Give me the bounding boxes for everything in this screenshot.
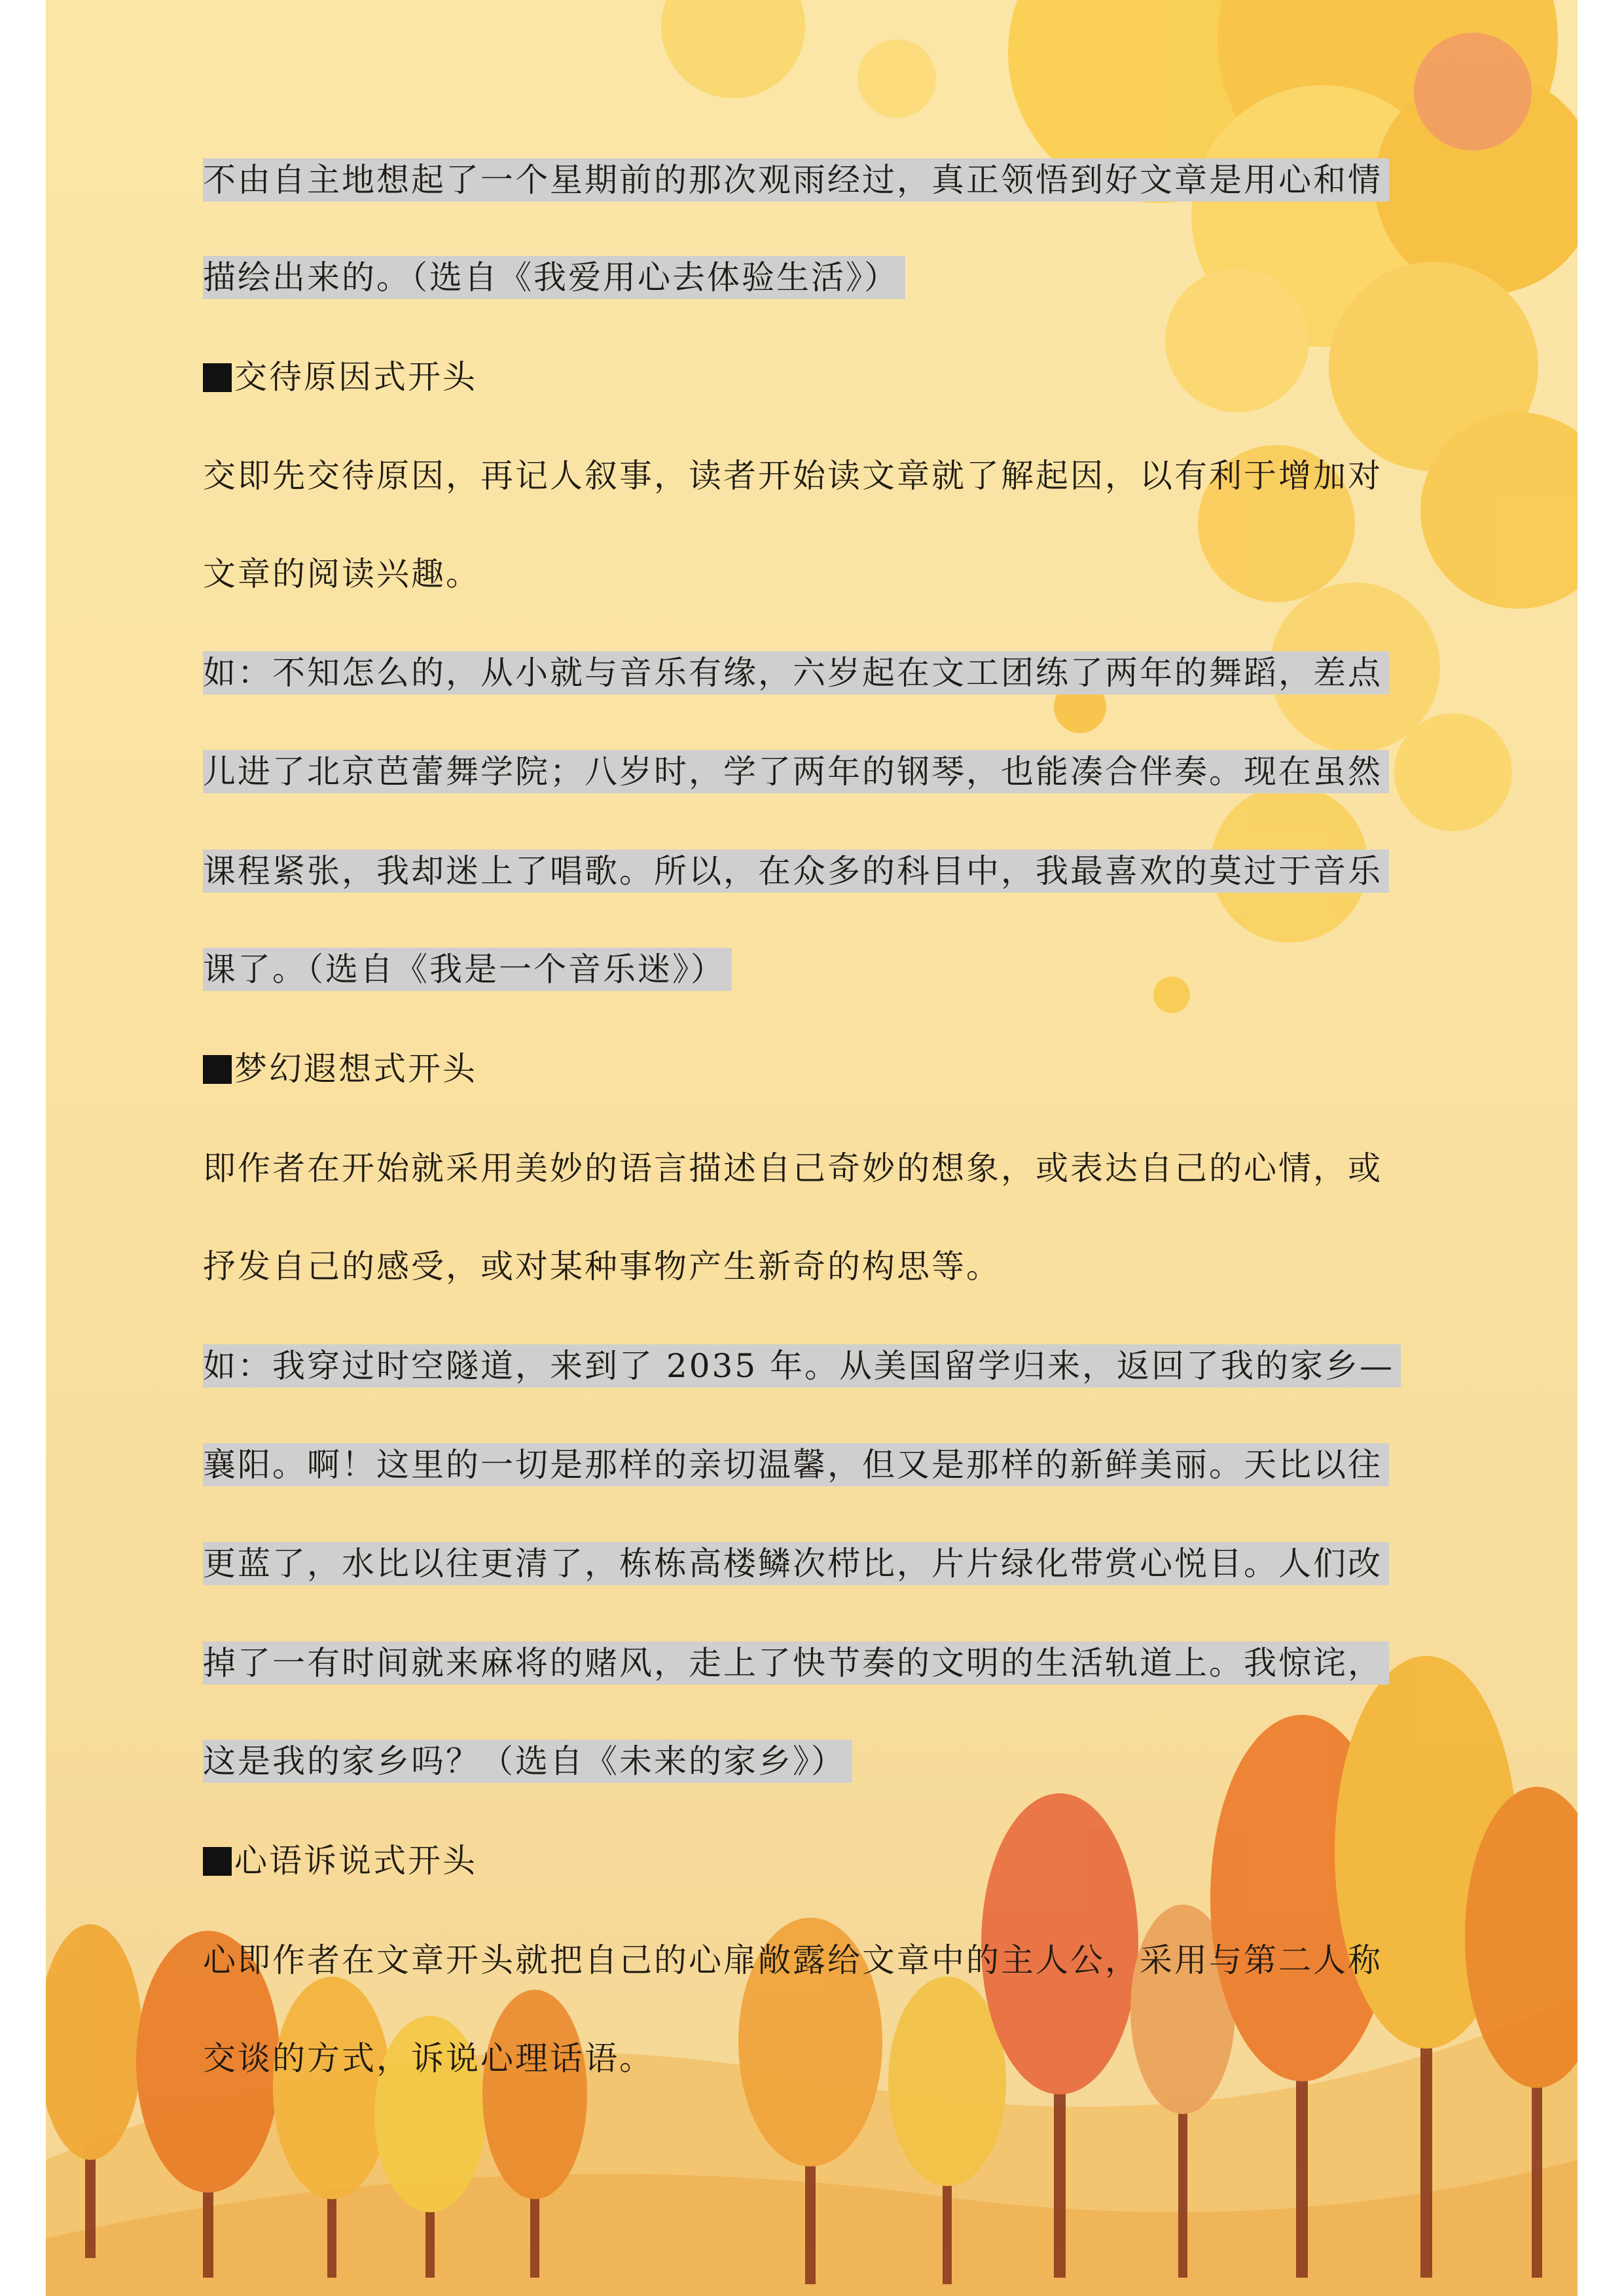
section-heading: 梦幻遐想式开头	[203, 1047, 477, 1090]
text-line: 文章的阅读兴趣。	[203, 555, 480, 593]
decorated-paper	[46, 0, 1578, 2296]
text-line: 更蓝了，水比以往更清了，栋栋高楼鳞次栉比，片片绿化带赏心悦目。人们改	[203, 1542, 1389, 1585]
black-square-bullet-icon	[203, 363, 232, 392]
section-heading: 心语诉说式开头	[203, 1839, 477, 1882]
text-line: 描绘出来的。（选自《我爱用心去体验生活》）	[203, 256, 905, 299]
text-line: 不由自主地想起了一个星期前的那次观雨经过，真正领悟到好文章是用心和情	[203, 158, 1389, 202]
text-line: 如：不知怎么的，从小就与音乐有缘，六岁起在文工团练了两年的舞蹈，差点	[203, 651, 1389, 694]
text-line: 儿进了北京芭蕾舞学院；八岁时，学了两年的钢琴，也能凑合伴奏。现在虽然	[203, 750, 1389, 793]
text-line: 即作者在开始就采用美妙的语言描述自己奇妙的想象，或表达自己的心情，或	[203, 1149, 1382, 1187]
text-line: 课了。（选自《我是一个音乐迷》）	[203, 948, 732, 991]
black-square-bullet-icon	[203, 1055, 232, 1084]
text-line: 襄阳。啊！这里的一切是那样的亲切温馨，但又是那样的新鲜美丽。天比以往	[203, 1443, 1389, 1486]
text-line: 抒发自己的感受，或对某种事物产生新奇的构思等。	[203, 1247, 1001, 1285]
text-line: 如：我穿过时空隧道，来到了 2035 年。从美国留学归来，返回了我的家乡—	[203, 1344, 1401, 1388]
section-heading: 交待原因式开头	[203, 355, 477, 399]
text-line: 交谈的方式，诉说心理话语。	[203, 2039, 654, 2077]
text-line: 这是我的家乡吗？（选自《未来的家乡》）	[203, 1740, 852, 1783]
text-line: 掉了一有时间就来麻将的赌风，走上了快节奏的文明的生活轨道上。我惊诧，	[203, 1641, 1389, 1685]
text-line: 课程紧张，我却迷上了唱歌。所以，在众多的科目中，我最喜欢的莫过于音乐	[203, 850, 1389, 893]
black-square-bullet-icon	[203, 1847, 232, 1876]
text-line: 心即作者在文章开头就把自己的心扉敞露给文章中的主人公，采用与第二人称	[203, 1941, 1382, 1979]
text-line: 交即先交待原因，再记人叙事，读者开始读文章就了解起因，以有利于增加对	[203, 457, 1382, 495]
